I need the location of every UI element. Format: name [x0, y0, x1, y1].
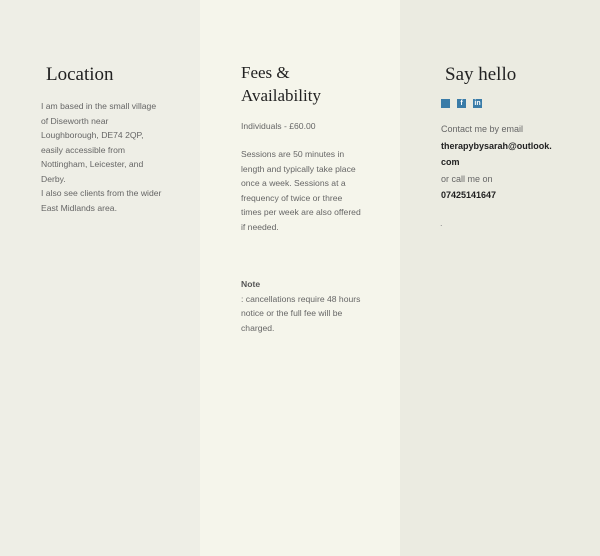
fee-price: Individuals - £60.00: [241, 121, 316, 131]
note-line: : cancellations require 48 hours: [241, 293, 361, 304]
location-line: Nottingham, Leicester, and: [41, 159, 144, 169]
email-link[interactable]: therapybysarah@outlook.: [441, 140, 552, 151]
location-line: Loughborough, DE74 2QP,: [41, 130, 144, 140]
location-line: I am based in the small village: [41, 101, 157, 111]
sessions-line: length and typically take place: [241, 163, 356, 174]
cancellation-note: [241, 277, 366, 335]
note-line: charged.: [241, 322, 275, 333]
note-line: notice or the full fee will be: [241, 308, 343, 318]
location-line: of Diseworth near: [41, 115, 109, 126]
contact-intro: Contact me by email: [441, 124, 524, 134]
sessions-line: frequency of twice or three: [241, 192, 343, 203]
contact-heading: Say hello: [445, 64, 517, 85]
email-link-continued[interactable]: com: [441, 157, 460, 167]
sessions-line: Sessions are 50 minutes in: [241, 149, 345, 159]
sessions-text: [241, 147, 366, 234]
social-icons: [441, 99, 482, 108]
location-heading: Location: [46, 64, 114, 85]
fees-heading: [241, 61, 361, 107]
phone-link[interactable]: 07425141647: [441, 190, 497, 200]
linkedin-icon[interactable]: in: [474, 100, 481, 107]
facebook-icon[interactable]: f: [457, 99, 466, 108]
contact-column: [400, 0, 600, 556]
location-line: easily accessible from: [41, 144, 126, 155]
location-column: [0, 0, 200, 556]
sessions-line: if needed.: [241, 221, 279, 232]
fees-heading-line: Fees &: [241, 63, 290, 82]
sessions-line: times per week are also offered: [241, 207, 361, 217]
trailing-dot: .: [440, 218, 443, 228]
location-line: Derby.: [41, 173, 66, 184]
note-label: Note: [241, 279, 261, 289]
fees-heading-line: Availability: [241, 86, 321, 105]
email-icon[interactable]: [441, 99, 450, 108]
fees-column: [200, 0, 400, 556]
call-text: or call me on: [441, 173, 493, 184]
location-line: East Midlands area.: [41, 202, 117, 213]
sessions-line: once a week. Sessions at a: [241, 178, 346, 188]
contact-text: [441, 121, 571, 204]
location-text: [41, 99, 166, 215]
location-line: I also see clients from the wider: [41, 188, 162, 198]
